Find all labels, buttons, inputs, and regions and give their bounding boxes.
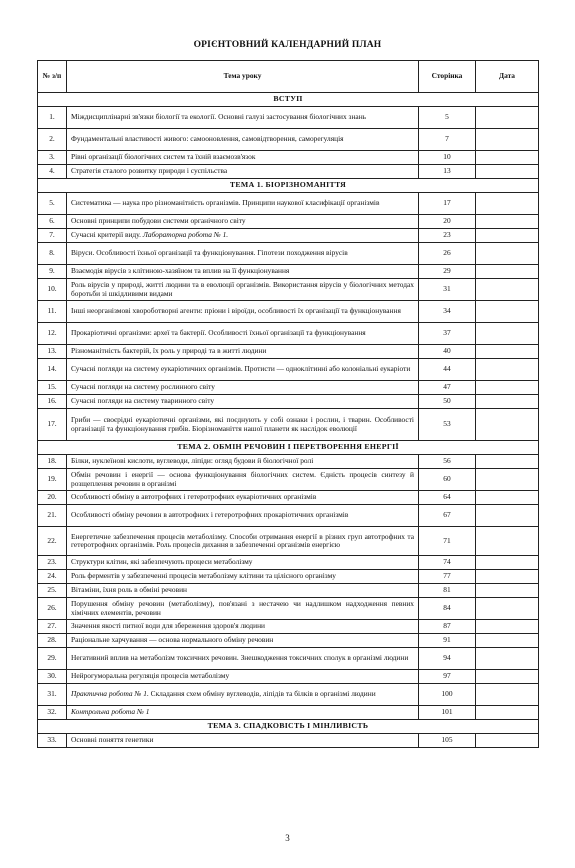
lesson-number: 24. bbox=[38, 570, 67, 584]
lesson-topic-text: Білки, нуклеїнові кислоти, вуглеводи, ліпіди: огляд будови й біологічної ролі bbox=[71, 456, 314, 466]
lesson-date-cell[interactable] bbox=[476, 301, 539, 323]
lesson-topic-text: Роль ферментів у забезпеченні процесів метаболізму клітини та цілісного організму bbox=[71, 571, 336, 581]
lesson-topic bbox=[67, 706, 419, 720]
lesson-number: 11. bbox=[38, 301, 67, 323]
lesson-number: 30. bbox=[38, 670, 67, 684]
lesson-number: 32. bbox=[38, 706, 67, 720]
lesson-number: 5. bbox=[38, 193, 67, 215]
table-row bbox=[38, 345, 539, 359]
lesson-topic bbox=[67, 598, 419, 620]
lesson-topic bbox=[67, 570, 419, 584]
lesson-page: 94 bbox=[419, 648, 476, 670]
lesson-number: 14. bbox=[38, 359, 67, 381]
table-row bbox=[38, 243, 539, 265]
lesson-topic bbox=[67, 193, 419, 215]
table-row bbox=[38, 359, 539, 381]
lesson-topic bbox=[67, 455, 419, 469]
lesson-topic bbox=[67, 151, 419, 165]
lesson-topic bbox=[67, 165, 419, 179]
lesson-topic bbox=[67, 129, 419, 151]
page-title: ОРІЄНТОВНИЙ КАЛЕНДАРНИЙ ПЛАН bbox=[193, 40, 382, 50]
lesson-topic-text: Сучасні критерії виду. bbox=[71, 230, 141, 240]
lesson-page: 13 bbox=[419, 165, 476, 179]
lesson-topic-text: Інші неорганізмові хвороботворні агенти: пріони і віроїди, особливості їх організації та функціонування bbox=[71, 306, 401, 316]
table-row bbox=[38, 469, 539, 491]
table-row bbox=[38, 634, 539, 648]
calendar-plan-table bbox=[37, 60, 539, 748]
lesson-topic bbox=[67, 634, 419, 648]
lesson-page: 97 bbox=[419, 670, 476, 684]
section-row bbox=[38, 720, 539, 734]
lesson-topic-text: Значення якості питної води для збереження здоров'я людини bbox=[71, 621, 266, 631]
table-row bbox=[38, 107, 539, 129]
table-row bbox=[38, 491, 539, 505]
lesson-topic bbox=[67, 229, 419, 243]
table-row bbox=[38, 684, 539, 706]
lesson-page: 10 bbox=[419, 151, 476, 165]
section-title: ТЕМА 3. СПАДКОВІСТЬ І МІНЛИВІСТЬ bbox=[38, 720, 539, 734]
lesson-number: 18. bbox=[38, 455, 67, 469]
lesson-date-cell[interactable] bbox=[476, 527, 539, 556]
lesson-topic bbox=[67, 469, 419, 491]
lesson-page: 44 bbox=[419, 359, 476, 381]
lesson-number: 28. bbox=[38, 634, 67, 648]
lesson-topic bbox=[67, 243, 419, 265]
lesson-page: 84 bbox=[419, 598, 476, 620]
lesson-number: 16. bbox=[38, 395, 67, 409]
table-row bbox=[38, 381, 539, 395]
lesson-date-cell[interactable] bbox=[476, 323, 539, 345]
lesson-topic bbox=[67, 395, 419, 409]
lesson-topic bbox=[67, 215, 419, 229]
lesson-number: 8. bbox=[38, 243, 67, 265]
table-row bbox=[38, 670, 539, 684]
lesson-date-cell[interactable] bbox=[476, 598, 539, 620]
header-date: Дата bbox=[476, 61, 539, 93]
lesson-topic-text: Нейрогуморальна регуляція процесів метаболізму bbox=[71, 671, 230, 681]
lesson-number: 7. bbox=[38, 229, 67, 243]
table-body bbox=[38, 93, 539, 748]
lesson-number: 25. bbox=[38, 584, 67, 598]
table-row bbox=[38, 620, 539, 634]
lesson-page: 67 bbox=[419, 505, 476, 527]
lesson-topic-text: Систематика — наука про різноманітність організмів. Принципи наукової класифікації організмів bbox=[71, 198, 380, 208]
lesson-topic bbox=[67, 491, 419, 505]
lesson-page: 53 bbox=[419, 409, 476, 441]
lesson-number: 21. bbox=[38, 505, 67, 527]
table-row bbox=[38, 193, 539, 215]
lesson-date-cell[interactable] bbox=[476, 670, 539, 684]
lesson-date-cell[interactable] bbox=[476, 584, 539, 598]
header-topic: Тема уроку bbox=[67, 61, 419, 93]
lesson-number: 29. bbox=[38, 648, 67, 670]
lesson-page: 37 bbox=[419, 323, 476, 345]
table-row bbox=[38, 129, 539, 151]
table-row bbox=[38, 323, 539, 345]
lesson-page: 31 bbox=[419, 279, 476, 301]
lesson-date-cell[interactable] bbox=[476, 620, 539, 634]
lesson-topic-text: Рівні організації біологічних систем та їхній взаємозв'язок bbox=[71, 152, 256, 162]
lesson-page: 26 bbox=[419, 243, 476, 265]
lesson-date-cell[interactable] bbox=[476, 556, 539, 570]
lesson-topic-text: Складання схем обміну вуглеводів, ліпідів та білків в організмі людини bbox=[150, 689, 376, 699]
lesson-page: 87 bbox=[419, 620, 476, 634]
lesson-topic bbox=[67, 301, 419, 323]
table-row bbox=[38, 409, 539, 441]
lesson-page: 29 bbox=[419, 265, 476, 279]
lesson-topic bbox=[67, 684, 419, 706]
lesson-topic-text: Структури клітин, які забезпечують процеси метаболізму bbox=[71, 557, 253, 567]
lesson-number: 20. bbox=[38, 491, 67, 505]
lesson-page: 5 bbox=[419, 107, 476, 129]
lesson-page: 71 bbox=[419, 527, 476, 556]
lesson-topic bbox=[67, 505, 419, 527]
lesson-date-cell[interactable] bbox=[476, 409, 539, 441]
lesson-date-cell[interactable] bbox=[476, 395, 539, 409]
table-row bbox=[38, 527, 539, 556]
page-number: 3 bbox=[285, 833, 290, 843]
lesson-date-cell[interactable] bbox=[476, 193, 539, 215]
lesson-topic bbox=[67, 556, 419, 570]
lesson-number: 33. bbox=[38, 734, 67, 748]
table-row bbox=[38, 265, 539, 279]
lesson-number: 10. bbox=[38, 279, 67, 301]
lesson-number: 3. bbox=[38, 151, 67, 165]
lesson-date-cell[interactable] bbox=[476, 570, 539, 584]
table-header-row bbox=[38, 61, 539, 93]
table-row bbox=[38, 395, 539, 409]
table-row bbox=[38, 279, 539, 301]
table-row bbox=[38, 584, 539, 598]
lesson-topic-text: Основні принципи побудови системи органічного світу bbox=[71, 216, 246, 226]
lesson-topic-text: Сучасні погляди на систему тваринного світу bbox=[71, 396, 215, 406]
lesson-topic bbox=[67, 359, 419, 381]
section-title: ТЕМА 1. БІОРІЗНОМАНІТТЯ bbox=[38, 179, 539, 193]
lesson-topic bbox=[67, 279, 419, 301]
lesson-topic bbox=[67, 265, 419, 279]
lesson-date-cell[interactable] bbox=[476, 491, 539, 505]
lesson-number: 6. bbox=[38, 215, 67, 229]
lesson-topic-text: Міждисциплінарні зв'язки біології та екології. Основні галузі застосування біологічних знань bbox=[71, 112, 367, 122]
lesson-number: 17. bbox=[38, 409, 67, 441]
lesson-date-cell[interactable] bbox=[476, 359, 539, 381]
lesson-page: 81 bbox=[419, 584, 476, 598]
lesson-page: 56 bbox=[419, 455, 476, 469]
lesson-topic-text: Енергетичне забезпечення процесів метаболізму. Способи отримання енергії в різних груп автотрофних та гетеротрофних організмів. Роль процесів дихання в забезпеченні організмів енергією bbox=[71, 531, 414, 549]
lesson-page: 20 bbox=[419, 215, 476, 229]
table-row bbox=[38, 229, 539, 243]
lesson-topic bbox=[67, 620, 419, 634]
lesson-date-cell[interactable] bbox=[476, 151, 539, 165]
section-title: ВСТУП bbox=[38, 93, 539, 107]
lesson-topic-text: Раціональне харчування — основа нормального обміну речовин bbox=[71, 635, 274, 645]
lesson-number: 13. bbox=[38, 345, 67, 359]
lesson-number: 22. bbox=[38, 527, 67, 556]
lesson-page: 34 bbox=[419, 301, 476, 323]
lesson-topic-emphasis: Практична робота № 1. bbox=[71, 689, 149, 699]
lesson-topic-text: Прокаріотичні організми: археї та бактерії. Особливості їхньої організації та функціонування bbox=[71, 328, 366, 338]
lesson-number: 19. bbox=[38, 469, 67, 491]
lesson-topic-text: Особливості обміну в автотрофних і гетеротрофних еукаріотичних організмів bbox=[71, 492, 317, 502]
lesson-number: 27. bbox=[38, 620, 67, 634]
table-row bbox=[38, 215, 539, 229]
lesson-date-cell[interactable] bbox=[476, 505, 539, 527]
lesson-date-cell[interactable] bbox=[476, 345, 539, 359]
lesson-number: 9. bbox=[38, 265, 67, 279]
lesson-topic bbox=[67, 648, 419, 670]
lesson-topic-text: Фундаментальні властивості живого: самооновлення, самовідтворення, саморегуляція bbox=[71, 134, 344, 144]
lesson-date-cell[interactable] bbox=[476, 129, 539, 151]
lesson-page: 17 bbox=[419, 193, 476, 215]
section-row bbox=[38, 179, 539, 193]
lesson-topic-text: Особливості обміну речовин в автотрофних і гетеротрофних прокаріотичних організмів bbox=[71, 510, 349, 520]
lesson-topic bbox=[67, 409, 419, 441]
table-row bbox=[38, 556, 539, 570]
table-row bbox=[38, 301, 539, 323]
table-row bbox=[38, 151, 539, 165]
lesson-date-cell[interactable] bbox=[476, 107, 539, 129]
section-row bbox=[38, 441, 539, 455]
lesson-page: 91 bbox=[419, 634, 476, 648]
lesson-topic bbox=[67, 584, 419, 598]
lesson-page: 105 bbox=[419, 734, 476, 748]
lesson-date-cell[interactable] bbox=[476, 469, 539, 491]
lesson-topic-text: Порушення обміну речовин (метаболізму), пов'язані з нестачею чи надлишком надходження певних хімічних елементів, речовин bbox=[71, 599, 414, 617]
lesson-topic-text: Основні поняття генетики bbox=[71, 735, 154, 745]
lesson-page: 77 bbox=[419, 570, 476, 584]
lesson-date-cell[interactable] bbox=[476, 279, 539, 301]
lesson-number: 15. bbox=[38, 381, 67, 395]
lesson-number: 2. bbox=[38, 129, 67, 151]
table-row bbox=[38, 648, 539, 670]
lesson-number: 4. bbox=[38, 165, 67, 179]
lesson-topic-text: Негативний вплив на метаболізм токсичних речовин. Знешкодження токсичних сполук в організмі людини bbox=[71, 653, 409, 663]
lesson-number: 12. bbox=[38, 323, 67, 345]
table-row bbox=[38, 734, 539, 748]
lesson-date-cell[interactable] bbox=[476, 634, 539, 648]
lesson-topic bbox=[67, 107, 419, 129]
lesson-page: 100 bbox=[419, 684, 476, 706]
section-row bbox=[38, 93, 539, 107]
lesson-date-cell[interactable] bbox=[476, 684, 539, 706]
lesson-date-cell[interactable] bbox=[476, 734, 539, 748]
lesson-page: 50 bbox=[419, 395, 476, 409]
table-row bbox=[38, 505, 539, 527]
lesson-topic-text: Роль вірусів у природі, житті людини та в еволюції організмів. Використання вірусів у біологічних методах боротьби зі шкідливими видами bbox=[71, 280, 414, 298]
lesson-topic bbox=[67, 734, 419, 748]
lesson-date-cell[interactable] bbox=[476, 455, 539, 469]
lesson-date-cell[interactable] bbox=[476, 243, 539, 265]
table-row bbox=[38, 455, 539, 469]
lesson-topic bbox=[67, 323, 419, 345]
lesson-topic-text: Вітаміни, їхня роль в обміні речовин bbox=[71, 585, 187, 595]
lesson-topic bbox=[67, 345, 419, 359]
lesson-page: 7 bbox=[419, 129, 476, 151]
lesson-page: 40 bbox=[419, 345, 476, 359]
lesson-page: 101 bbox=[419, 706, 476, 720]
lesson-number: 1. bbox=[38, 107, 67, 129]
table-row bbox=[38, 165, 539, 179]
lesson-page: 23 bbox=[419, 229, 476, 243]
lesson-topic bbox=[67, 527, 419, 556]
lesson-date-cell[interactable] bbox=[476, 215, 539, 229]
lesson-date-cell[interactable] bbox=[476, 381, 539, 395]
lesson-topic-text: Стратегія сталого розвитку природи і суспільства bbox=[71, 166, 228, 176]
lesson-topic-text: Сучасні погляди на систему рослинного світу bbox=[71, 382, 216, 392]
lesson-topic-text: Сучасні погляди на систему еукаріотичних організмів. Протисти — одноклітинні або колоніальні еукаріоти bbox=[71, 364, 411, 374]
table-row bbox=[38, 598, 539, 620]
lesson-date-cell[interactable] bbox=[476, 165, 539, 179]
lesson-number: 23. bbox=[38, 556, 67, 570]
lesson-page: 64 bbox=[419, 491, 476, 505]
header-page: Сторінка bbox=[419, 61, 476, 93]
lesson-page: 47 bbox=[419, 381, 476, 395]
lesson-date-cell[interactable] bbox=[476, 229, 539, 243]
lesson-topic-text: Віруси. Особливості їхньої організації та функціонування. Гіпотези походження вірусів bbox=[71, 248, 348, 258]
lesson-topic-text: Гриби — своєрідні еукаріотичні організми, які поєднують у собі ознаки і рослин, і тварин. Особливості організації та функціонування грибів. Біорізноманіття нашої планети як наслідок еволюції bbox=[71, 415, 414, 433]
table-row bbox=[38, 706, 539, 720]
lesson-topic-text: Обмін речовин і енергії — основа функціонування біологічних систем. Єдність процесів синтезу й розщеплення речовин в організмі bbox=[71, 470, 414, 488]
lesson-date-cell[interactable] bbox=[476, 648, 539, 670]
lesson-topic bbox=[67, 381, 419, 395]
lesson-page: 60 bbox=[419, 469, 476, 491]
header-num: № з/п bbox=[38, 61, 67, 93]
lesson-number: 31. bbox=[38, 684, 67, 706]
lesson-topic-emphasis: Контрольна робота № 1 bbox=[71, 707, 150, 717]
lesson-topic-text: Різноманітність бактерій, їх роль у природі та в житті людини bbox=[71, 346, 267, 356]
lesson-date-cell[interactable] bbox=[476, 265, 539, 279]
lesson-topic-text: Взаємодія вірусів з клітиною-хазяїном та вплив на її функціонування bbox=[71, 266, 290, 276]
lesson-topic-emphasis: Лабораторна робота № 1. bbox=[142, 230, 229, 240]
lesson-date-cell[interactable] bbox=[476, 706, 539, 720]
section-title: ТЕМА 2. ОБМІН РЕЧОВИН І ПЕРЕТВОРЕННЯ ЕНЕРГІЇ bbox=[38, 441, 539, 455]
lesson-number: 26. bbox=[38, 598, 67, 620]
table-row bbox=[38, 570, 539, 584]
lesson-page: 74 bbox=[419, 556, 476, 570]
lesson-topic bbox=[67, 670, 419, 684]
